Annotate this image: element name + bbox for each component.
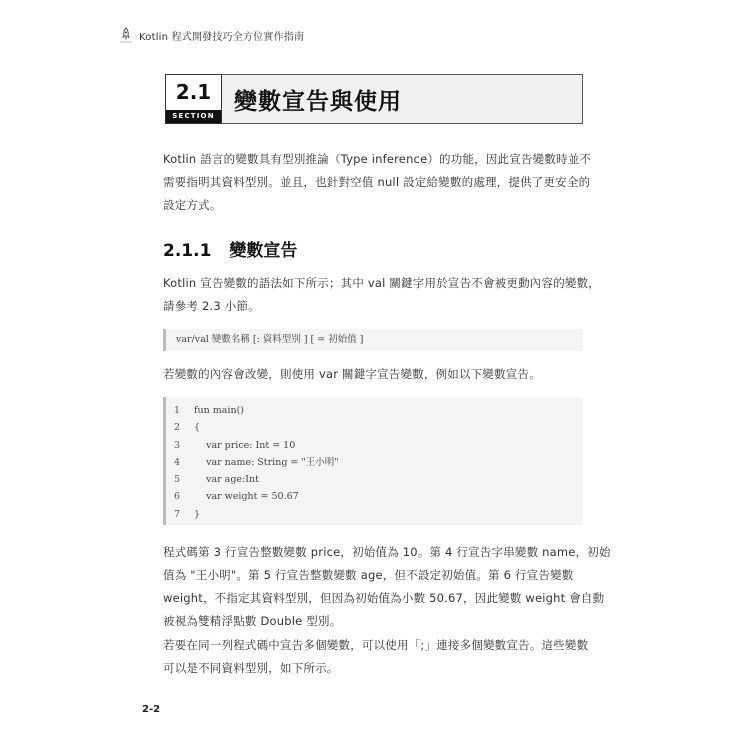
section-title: 變數宣告與使用: [234, 89, 402, 115]
line-number: 5: [173, 474, 180, 486]
code-line: [166, 402, 583, 419]
text-line: 設定方式。: [163, 198, 222, 212]
book-title: Kotlin 程式開發技巧全方位實作指南: [139, 31, 305, 43]
code-line: [166, 437, 583, 454]
text-line: 若變數的內容會改變，則使用 var 關鍵字宣告變數，例如以下變數宣告。: [163, 367, 541, 381]
text-line: 程式碼第 3 行宣告整數變數 price，初始值為 10。第 4 行宣告字串變數 name，初始: [163, 545, 611, 559]
subsection-heading: [163, 236, 297, 261]
syntax-block: var/val 變數名稱 [: 資料型別 ] [ = 初始值 ]: [163, 329, 583, 351]
code-text: {: [194, 422, 201, 434]
code-block: [163, 397, 583, 525]
code-text: fun main(): [194, 405, 245, 416]
line-number: 2: [173, 422, 180, 434]
section-heading: [165, 74, 583, 124]
section-number-box: [165, 74, 222, 124]
code-text: var age:Int: [194, 474, 259, 486]
var-intro-paragraph: [163, 363, 591, 386]
code-line: [166, 454, 583, 471]
code-text: var price: Int = 10: [194, 439, 296, 451]
running-header: [118, 27, 304, 43]
subsection-title: 變數宣告: [229, 241, 298, 261]
text-line: 請參考 2.3 小節。: [163, 299, 260, 313]
line-number: 3: [173, 439, 180, 451]
multi-decl-paragraph: [163, 634, 591, 680]
line-number: 7: [173, 508, 180, 520]
line-number: 4: [173, 456, 180, 468]
code-line: [166, 471, 583, 488]
code-line: [166, 419, 583, 436]
code-line: [166, 488, 583, 505]
page-number: 2-2: [142, 704, 161, 715]
code-text: var name: String = "王小明": [194, 456, 339, 468]
text-line: Kotlin 宣告變數的語法如下所示；其中 val 關鍵字用於宣告不會被更動內容的變數，: [163, 276, 601, 290]
line-number: 6: [173, 491, 180, 503]
subsection-number: 2.1.1: [163, 241, 212, 261]
text-line: 可以是不同資料型別，如下所示。: [163, 661, 339, 675]
text-line: weight，不指定其資料型別，但因為初始值為小數 50.67，因此變數 weight 會自動: [163, 591, 605, 605]
section-label: SECTION: [166, 110, 221, 123]
text-line: 值為 "王小明"。第 5 行宣告整數變數 age，但不設定初始值。第 6 行宣告變數: [163, 568, 574, 582]
intro-paragraph: [163, 148, 591, 217]
rocket-icon: [118, 27, 134, 43]
code-text: var weight = 50.67: [194, 491, 299, 503]
line-number: 1: [173, 405, 180, 416]
code-text: }: [194, 508, 201, 520]
syntax-intro-paragraph: [163, 272, 601, 318]
text-line: 需要指明其資料型別。並且，也針對空值 null 設定給變數的處理，提供了更安全的: [163, 175, 591, 189]
text-line: 被視為雙精浮點數 Double 型別。: [163, 614, 342, 628]
text-line: Kotlin 語言的變數具有型別推論（Type inference）的功能，因此宣告變數時並不: [163, 152, 592, 166]
text-line: 若要在同一列程式碼中宣告多個變數，可以使用「;」連接多個變數宣告。這些變數: [163, 638, 589, 652]
explain-paragraph: [163, 541, 611, 633]
section-number: 2.1: [175, 80, 212, 104]
code-line: [166, 506, 583, 523]
